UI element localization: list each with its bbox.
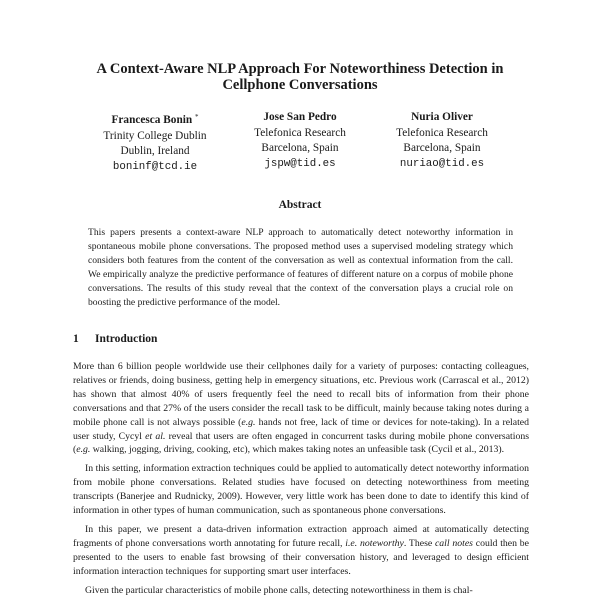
paper-title [60, 61, 540, 93]
author-name: Francesca Bonin * [111, 113, 199, 126]
introduction-body [73, 360, 529, 600]
paragraph-2: In this setting, information extraction techniques could be applied to automatically detect noteworthy information from mobile phone conversations. Related studies have focused on detecting noteworthiness from meeting transcripts (Banerjee and Rudnicky, 2009). However, very little work has been done to date to identify this kind of information in other types of human communication, such as spontaneous phone conversations. [73, 463, 529, 517]
section-number: 1 [73, 333, 79, 345]
author-affiliation: Telefonica Research [396, 126, 488, 139]
author-name: Jose San Pedro [263, 111, 337, 123]
author-block-bonin [75, 110, 235, 175]
author-affiliation: Trinity College Dublin [103, 129, 207, 142]
section-title: Introduction [95, 333, 158, 345]
author-location: Dublin, Ireland [120, 145, 190, 157]
paragraph-1: More than 6 billion people worldwide use their cellphones daily for a variety of purposes: contacting colleagues, relatives or friends, doing business, getting help in emergency situations, etc. Previous work (Carrascal et al., 2012) has shown that almost 40% of users frequently feel the need to recall bits of information from their phone conversations and that 27% of the users consider the recall task to be difficult, mainly because taking notes during a mobile phone call is not always possible (e.g. hands not free, lack of time or devices for note-taking). In a related user study, Cycyl et al. reveal that users are often engaged in concurrent tasks during mobile phone conversations (e.g. walking, jogging, driving, cooking, etc), which makes taking notes an unfeasible task (Cycil et al., 2013). [73, 361, 530, 456]
title-line-2: Cellphone Conversations [222, 77, 378, 93]
paragraph-4: Given the particular characteristics of mobile phone calls, detecting noteworthiness in them is chal- [85, 584, 473, 596]
paragraph-3: In this paper, we present a data-driven information extraction approach aimed at automatically detecting fragments of phone conversations worth annotating for future recall, i.e. noteworthy. These call notes could then be presented to the users to enable fast browsing of their conversation history, and leveraged to design efficient information interaction techniques for supporting smart user interfaces. [73, 523, 529, 577]
author-location: Barcelona, Spain [261, 142, 339, 154]
abstract-heading: Abstract [278, 199, 322, 211]
section-heading-introduction [73, 333, 157, 345]
author-block-oliver [362, 110, 522, 172]
author-email: nuriao@tid.es [399, 157, 485, 170]
author-email: jspw@tid.es [264, 157, 336, 170]
author-block-san-pedro [220, 110, 380, 172]
author-footnote-mark: * [194, 113, 199, 121]
author-email: boninf@tcd.ie [112, 160, 198, 173]
author-affiliation: Telefonica Research [254, 126, 346, 139]
author-location: Barcelona, Spain [403, 142, 481, 154]
author-name: Nuria Oliver [411, 111, 473, 123]
title-line-1: A Context-Aware NLP Approach For Noteworthiness Detection in [96, 61, 504, 77]
abstract-text: This papers presents a context-aware NLP approach to automatically detect noteworthy information in spontaneous mobile phone conversations. The proposed method uses a supervised modeling strategy which considers both features from the content of the conversation as well as contextual information from the call. We empirically analyze the predictive performance of features of different nature on a corpus of mobile phone conversations. The results of this study reveal that the context of the conversation plays a crucial role on boosting the predictive performance of the model. [88, 227, 513, 308]
